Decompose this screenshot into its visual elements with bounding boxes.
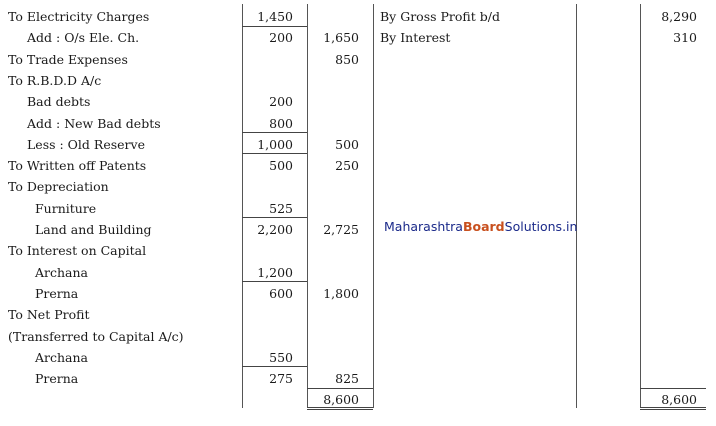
credit-total: 8,600 (661, 392, 697, 407)
debit-inner-amount: 550 (269, 349, 293, 365)
debit-particulars: To Trade Expenses (8, 51, 128, 67)
debit-row (0, 304, 716, 325)
debit-outer-amount: 500 (335, 136, 359, 152)
debit-inner-amount: 1,450 (257, 9, 293, 24)
credit-amount: 8,290 (661, 9, 697, 24)
debit-row (0, 49, 716, 70)
credit-amount: 310 (673, 30, 697, 46)
total-rule-top (640, 388, 706, 389)
debit-row (0, 198, 716, 219)
debit-particulars: Add : New Bad debts (27, 115, 161, 131)
total-rule-bottom (307, 407, 373, 408)
debit-particulars: Archana (35, 349, 89, 365)
debit-outer-amount: 2,725 (323, 222, 359, 237)
total-rule-bottom (307, 409, 373, 410)
debit-row (0, 326, 716, 347)
watermark-part: Solutions.in (504, 219, 578, 234)
debit-row (0, 283, 716, 304)
debit-inner-amount: 525 (269, 200, 293, 216)
credit-row (0, 27, 716, 48)
debit-particulars: To Depreciation (8, 179, 109, 195)
debit-inner-amount: 1,200 (257, 264, 293, 280)
debit-inner-amount: 200 (269, 30, 293, 46)
debit-particulars: Prerna (35, 285, 79, 301)
credit-particulars: By Gross Profit b/d (380, 9, 500, 24)
debit-particulars: (Transferred to Capital A/c) (8, 328, 184, 344)
total-rule-bottom (640, 407, 706, 408)
debit-row (0, 176, 716, 197)
debit-particulars: To Net Profit (8, 307, 90, 323)
debit-outer-amount: 1,650 (323, 30, 359, 46)
subtotal-rule (242, 132, 307, 133)
debit-row (0, 262, 716, 283)
debit-particulars: To Interest on Capital (8, 243, 147, 259)
site-watermark (384, 218, 577, 236)
debit-row (0, 155, 716, 176)
debit-inner-amount: 600 (269, 285, 293, 301)
total-rule-top (307, 388, 373, 389)
subtotal-rule (242, 217, 307, 218)
debit-row (0, 91, 716, 112)
debit-outer-amount: 250 (335, 158, 359, 174)
debit-row (0, 368, 716, 389)
credit-particulars: By Interest (380, 30, 451, 46)
debit-particulars: Add : O/s Ele. Ch. (27, 30, 140, 46)
debit-row (0, 113, 716, 134)
subtotal-rule (242, 153, 307, 154)
subtotal-rule (242, 281, 307, 282)
debit-particulars: To Written off Patents (8, 158, 147, 174)
watermark-part: Board (462, 219, 505, 234)
debit-inner-amount: 275 (269, 371, 293, 387)
debit-outer-amount: 1,800 (323, 285, 359, 301)
debit-outer-amount: 850 (335, 51, 359, 67)
debit-row (0, 347, 716, 368)
debit-inner-amount: 800 (269, 115, 293, 131)
debit-particulars: Bad debts (27, 94, 91, 110)
debit-row (0, 240, 716, 261)
debit-outer-amount: 825 (335, 371, 359, 387)
debit-inner-amount: 2,200 (257, 222, 293, 237)
debit-particulars: Land and Building (35, 222, 152, 237)
debit-inner-amount: 500 (269, 158, 293, 174)
watermark-part: Maharashtra (384, 219, 463, 234)
credit-row (0, 6, 716, 27)
debit-particulars: Furniture (35, 200, 97, 216)
debit-inner-amount: 1,000 (257, 136, 293, 152)
debit-particulars: To Electricity Charges (8, 9, 150, 24)
debit-outer-amount: 8,600 (323, 392, 359, 407)
debit-row (0, 134, 716, 155)
total-rule-bottom (640, 409, 706, 410)
debit-particulars: Less : Old Reserve (27, 136, 145, 152)
debit-inner-amount: 200 (269, 94, 293, 110)
debit-row (0, 219, 716, 240)
debit-row (0, 70, 716, 91)
subtotal-rule (242, 366, 307, 367)
subtotal-rule (242, 26, 307, 27)
debit-particulars: Archana (35, 264, 89, 280)
debit-particulars: Prerna (35, 371, 79, 387)
debit-particulars: To R.B.D.D A/c (8, 72, 102, 88)
